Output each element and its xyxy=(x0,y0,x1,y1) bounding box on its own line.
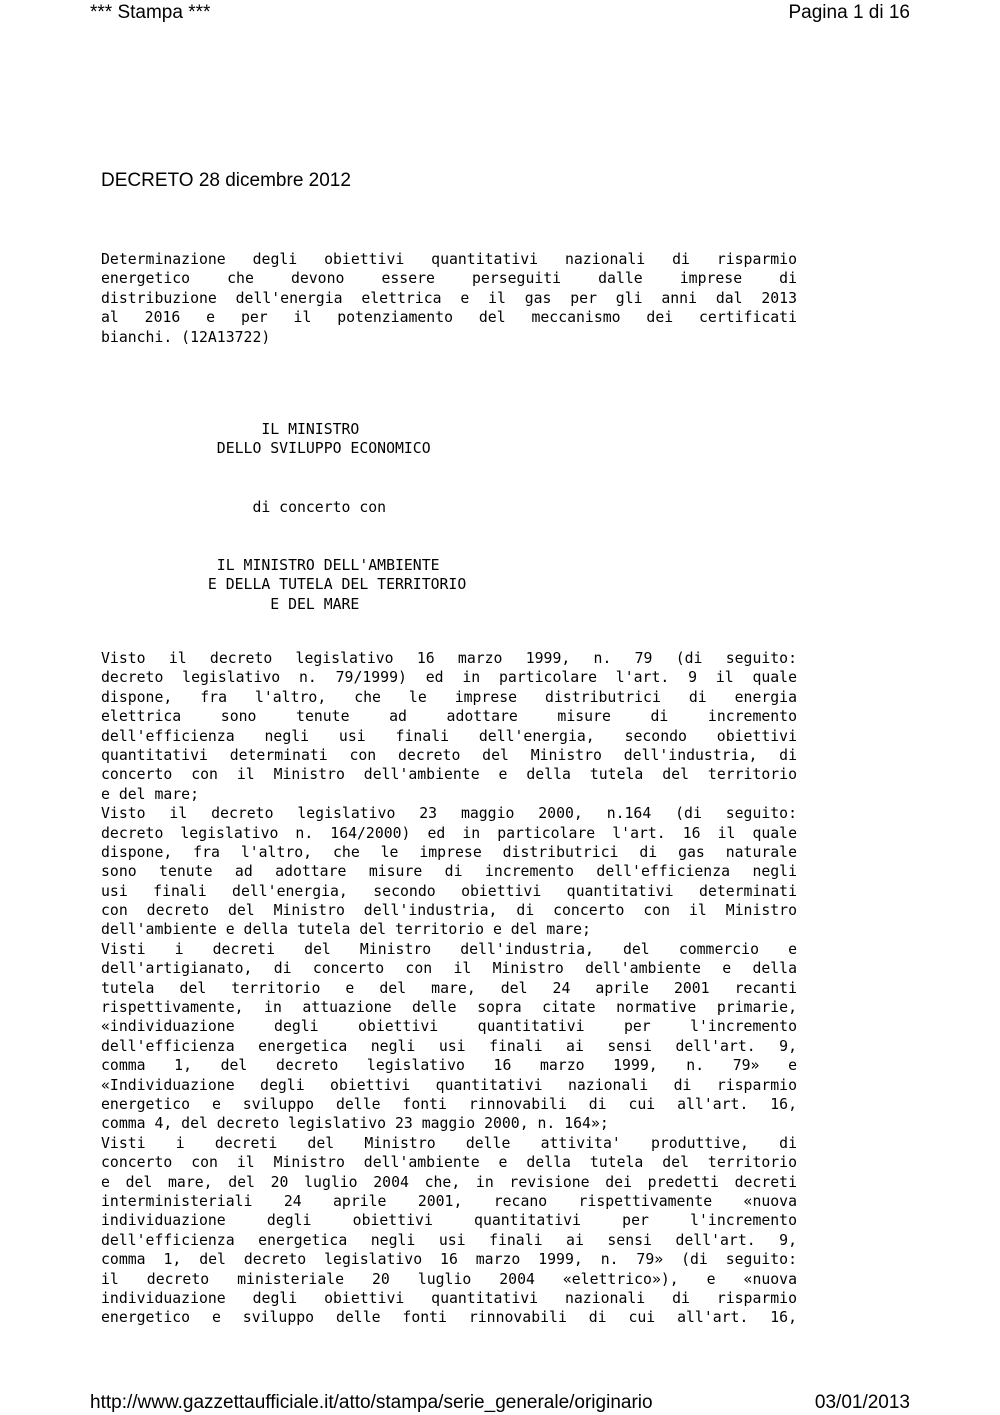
heading-line: E DEL MARE xyxy=(101,595,360,613)
body-line: usi finali dell'energia, secondo obiettivi quantitativi determinati xyxy=(101,882,797,900)
body-line: comma 4, del decreto legislativo 23 maggio 2000, n. 164»; xyxy=(101,1115,609,1133)
body-line: rispettivamente, in attuazione delle sopra citate normative primarie, xyxy=(101,999,797,1017)
subject-line: energetico che devono essere perseguiti dalle imprese di xyxy=(101,270,797,288)
subject-line: Determinazione degli obiettivi quantitativi nazionali di risparmio xyxy=(101,251,797,268)
body-line: dell'efficienza energetica negli usi finali ai sensi dell'art. 9, xyxy=(101,1037,797,1055)
heading-line: IL MINISTRO DELL'AMBIENTE xyxy=(101,556,440,574)
body-line: dispone, fra l'altro, che le imprese distributrici di energia xyxy=(101,688,797,706)
body-line: e del mare; xyxy=(101,785,199,803)
subject-line: bianchi. (12A13722) xyxy=(101,328,271,346)
heading-line: E DELLA TUTELA DEL TERRITORIO xyxy=(101,576,467,594)
body-line: dispone, fra l'altro, che le imprese distributrici di gas naturale xyxy=(101,843,797,861)
print-header-label: *** Stampa *** xyxy=(90,2,211,23)
body-line: comma 1, del decreto legislativo 16 marzo 1999, n. 79» (di seguito: xyxy=(101,1251,797,1269)
body-line: elettrica sono tenute ad adottare misure di incremento xyxy=(101,708,797,726)
heading-line xyxy=(101,459,797,478)
body-line: decreto legislativo n. 79/1999) ed in particolare l'art. 9 il quale xyxy=(101,669,797,687)
body-line: individuazione degli obiettivi quantitativi nazionali di risparmio xyxy=(101,1289,797,1307)
body-line: «individuazione degli obiettivi quantitativi per l'incremento xyxy=(101,1018,797,1036)
page-number: Pagina 1 di 16 xyxy=(788,2,910,23)
heading-line xyxy=(101,536,797,555)
body-line: interministeriali 24 aprile 2001, recano rispettivamente «nuova xyxy=(101,1192,797,1210)
heading-line: DELLO SVILUPPO ECONOMICO xyxy=(101,440,431,458)
body-line: il decreto ministeriale 20 luglio 2004 «elettrico»), e «nuova xyxy=(101,1270,797,1288)
heading-line: di concerto con xyxy=(101,498,387,516)
body-line: concerto con il Ministro dell'ambiente e della tutela del territorio xyxy=(101,766,797,784)
body-line: energetico e sviluppo delle fonti rinnovabili di cui all'art. 16, xyxy=(101,1095,797,1113)
body-line: Visto il decreto legislativo 23 maggio 2000, n.164 (di seguito: xyxy=(101,805,797,823)
body-line: Visti i decreti del Ministro delle attivita' produttive, di xyxy=(101,1134,797,1152)
subject-line: al 2016 e per il potenziamento del meccanismo dei certificati xyxy=(101,309,797,327)
body-line: dell'efficienza energetica negli usi finali ai sensi dell'art. 9, xyxy=(101,1231,797,1249)
decree-title: DECRETO 28 dicembre 2012 xyxy=(101,170,351,191)
body-line: concerto con il Ministro dell'ambiente e della tutela del territorio xyxy=(101,1154,797,1172)
issuing-authority-heading xyxy=(101,420,797,614)
body-line: quantitativi determinati con decreto del Ministro dell'industria, di xyxy=(101,746,797,764)
heading-line: IL MINISTRO xyxy=(101,421,360,438)
source-url: http://www.gazzettaufficiale.it/atto/stampa/serie_generale/originario xyxy=(90,1392,653,1413)
decree-subject xyxy=(101,250,797,347)
body-line: e del mare, del 20 luglio 2004 che, in revisione dei predetti decreti xyxy=(101,1173,797,1191)
heading-line xyxy=(101,478,797,497)
print-date: 03/01/2013 xyxy=(814,1392,910,1413)
body-line: dell'efficienza negli usi finali dell'energia, secondo obiettivi xyxy=(101,727,797,745)
body-line: individuazione degli obiettivi quantitativi per l'incremento xyxy=(101,1212,797,1230)
body-line: Visti i decreti del Ministro dell'industria, del commercio e xyxy=(101,940,797,958)
body-line: dell'ambiente e della tutela del territorio e del mare; xyxy=(101,921,591,939)
heading-line xyxy=(101,517,797,536)
body-line: sono tenute ad adottare misure di incremento dell'efficienza negli xyxy=(101,863,797,881)
body-line: tutela del territorio e del mare, del 24 aprile 2001 recanti xyxy=(101,979,797,997)
body-line: con decreto del Ministro dell'industria, di concerto con il Ministro xyxy=(101,902,797,920)
body-line: energetico e sviluppo delle fonti rinnovabili di cui all'art. 16, xyxy=(101,1309,797,1327)
body-line: Visto il decreto legislativo 16 marzo 1999, n. 79 (di seguito: xyxy=(101,650,797,667)
decree-body xyxy=(101,649,797,1328)
body-line: dell'artigianato, di concerto con il Ministro dell'ambiente e della xyxy=(101,960,797,978)
body-line: comma 1, del decreto legislativo 16 marzo 1999, n. 79» e xyxy=(101,1057,797,1075)
body-line: «Individuazione degli obiettivi quantitativi nazionali di risparmio xyxy=(101,1076,797,1094)
body-line: decreto legislativo n. 164/2000) ed in particolare l'art. 16 il quale xyxy=(101,824,797,842)
subject-line: distribuzione dell'energia elettrica e il gas per gli anni dal 2013 xyxy=(101,289,797,307)
